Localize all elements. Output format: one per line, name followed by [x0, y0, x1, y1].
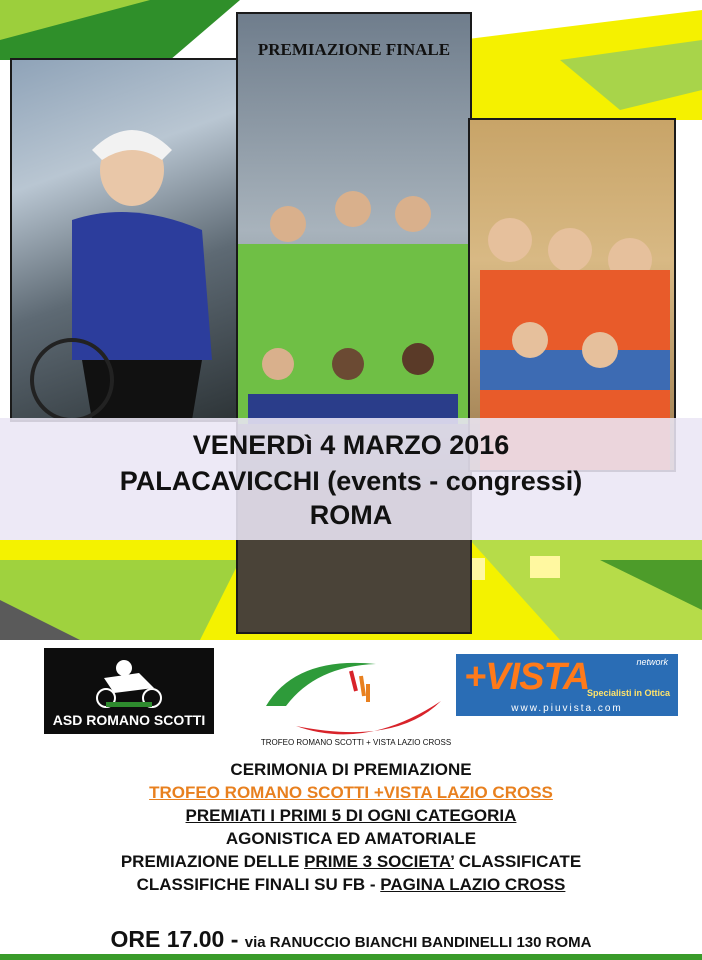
info-trofeo: TROFEO ROMANO SCOTTI +VISTA LAZIO CROSS [149, 783, 553, 802]
info-societa-emph: PRIME 3 SOCIETA’ [304, 852, 454, 871]
footer-line [0, 926, 702, 953]
info-premiati [0, 806, 702, 826]
piuvista-wordmark: +VISTA [464, 656, 590, 698]
info-premiati-text: PREMIATI I PRIMI 5 DI OGNI CATEGORIA [185, 806, 517, 825]
piuvista-network: network [636, 657, 668, 667]
info-categoria: AGONISTICA ED AMATORIALE [225, 829, 477, 848]
info-classifiche [0, 875, 702, 895]
trofeo-swoosh-icon [256, 656, 450, 740]
info-classifiche-emph: PAGINA LAZIO CROSS [380, 875, 566, 894]
cyclist-figure-icon [12, 60, 240, 420]
info-societa [0, 852, 702, 872]
bottom-divider [0, 954, 702, 960]
logo-romano-scotti [44, 648, 214, 734]
event-city: ROMA [309, 500, 393, 530]
info-societa-prefix: PREMIAZIONE DELLE [120, 852, 305, 871]
info-societa-suffix: CLASSIFICATE [453, 852, 582, 871]
logo-trofeo [256, 656, 450, 740]
photo-cyclist [10, 58, 242, 422]
piuvista-url: www.piuvista.com [511, 703, 623, 714]
logo-piuvista [456, 654, 678, 716]
info-ceremony: CERIMONIA DI PREMIAZIONE [230, 760, 472, 779]
photo-team [236, 12, 472, 634]
footer-time: ORE 17.00 [110, 926, 225, 952]
logo-left-label: ASD ROMANO SCOTTI [52, 712, 206, 728]
photo-title: PREMIAZIONE FINALE [257, 40, 451, 59]
event-venue: PALACAVICCHI (events - congressi) [119, 466, 583, 496]
piuvista-subtitle: Specialisti in Ottica [586, 688, 670, 698]
logo-center-caption: TROFEO ROMANO SCOTTI + VISTA LAZIO CROSS [260, 738, 452, 747]
footer-separator: - [224, 926, 245, 952]
event-date: VENERDì 4 MARZO 2016 [192, 430, 510, 460]
footer-address: via RANUCCIO BIANCHI BANDINELLI 130 ROMA [244, 934, 592, 951]
info-classifiche-prefix: CLASSIFICHE FINALI SU FB - [136, 875, 381, 894]
cyclist-logo-icon [44, 648, 214, 708]
